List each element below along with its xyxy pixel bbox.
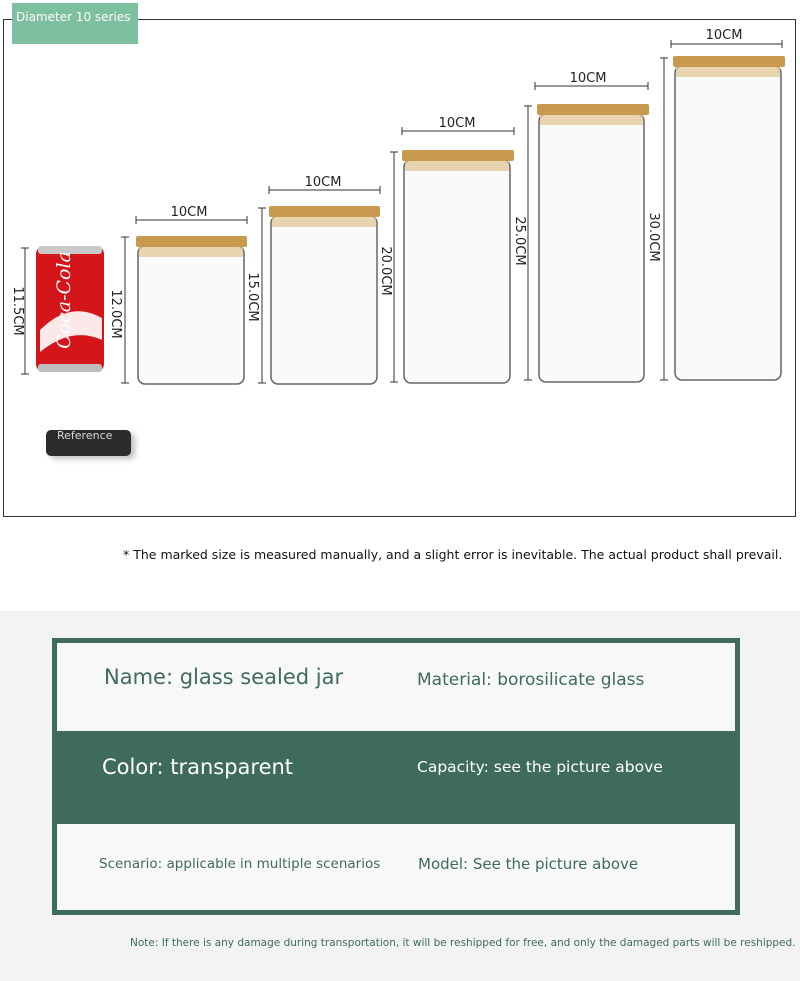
coke-can (36, 246, 104, 372)
series-tag: Diameter 10 series (12, 3, 138, 44)
jar-width-label: 10CM (438, 116, 476, 131)
jar-25cm (512, 71, 649, 382)
jar-height-label: 30.0CM (646, 212, 661, 262)
jar-height-label: 25.0CM (512, 216, 527, 266)
jar-width-label: 10CM (304, 175, 342, 190)
spec-color: Color: transparent (102, 755, 294, 779)
can-brand-text: Coca-Cola (53, 251, 75, 349)
jar-width-label: 10CM (705, 28, 743, 43)
jar-12cm (108, 205, 247, 384)
spec-table (52, 638, 740, 915)
spec-capacity: Capacity: see the picture above (417, 758, 663, 776)
jar-20cm (378, 116, 514, 383)
spec-row (57, 643, 735, 731)
spec-material: Material: borosilicate glass (417, 670, 645, 690)
jar-30cm (646, 28, 785, 380)
spec-row (57, 824, 735, 910)
reference-label: Reference (46, 430, 131, 456)
jar-height-label: 20.0CM (378, 246, 393, 296)
spec-model: Model: See the picture above (418, 855, 639, 873)
spec-scenario: Scenario: applicable in multiple scenarios (99, 856, 381, 872)
jar-width-label: 10CM (569, 71, 607, 86)
spec-section (0, 611, 800, 981)
jar-height-label: 15.0CM (245, 272, 260, 322)
shipping-note: Note: If there is any damage during transportation, it will be reshipped for free, and only the damaged parts will be reshipped. (130, 937, 796, 949)
jar-width-label: 10CM (170, 205, 208, 220)
spec-row (57, 731, 735, 824)
size-disclaimer: * The marked size is measured manually, and a slight error is inevitable. The actual product shall prevail. (123, 547, 783, 562)
spec-name: Name: glass sealed jar (104, 665, 344, 689)
can-height-label: 11.5CM (10, 286, 25, 336)
jar-15cm (245, 175, 380, 384)
can-dimension (10, 248, 29, 374)
jar-height-label: 12.0CM (108, 289, 123, 339)
